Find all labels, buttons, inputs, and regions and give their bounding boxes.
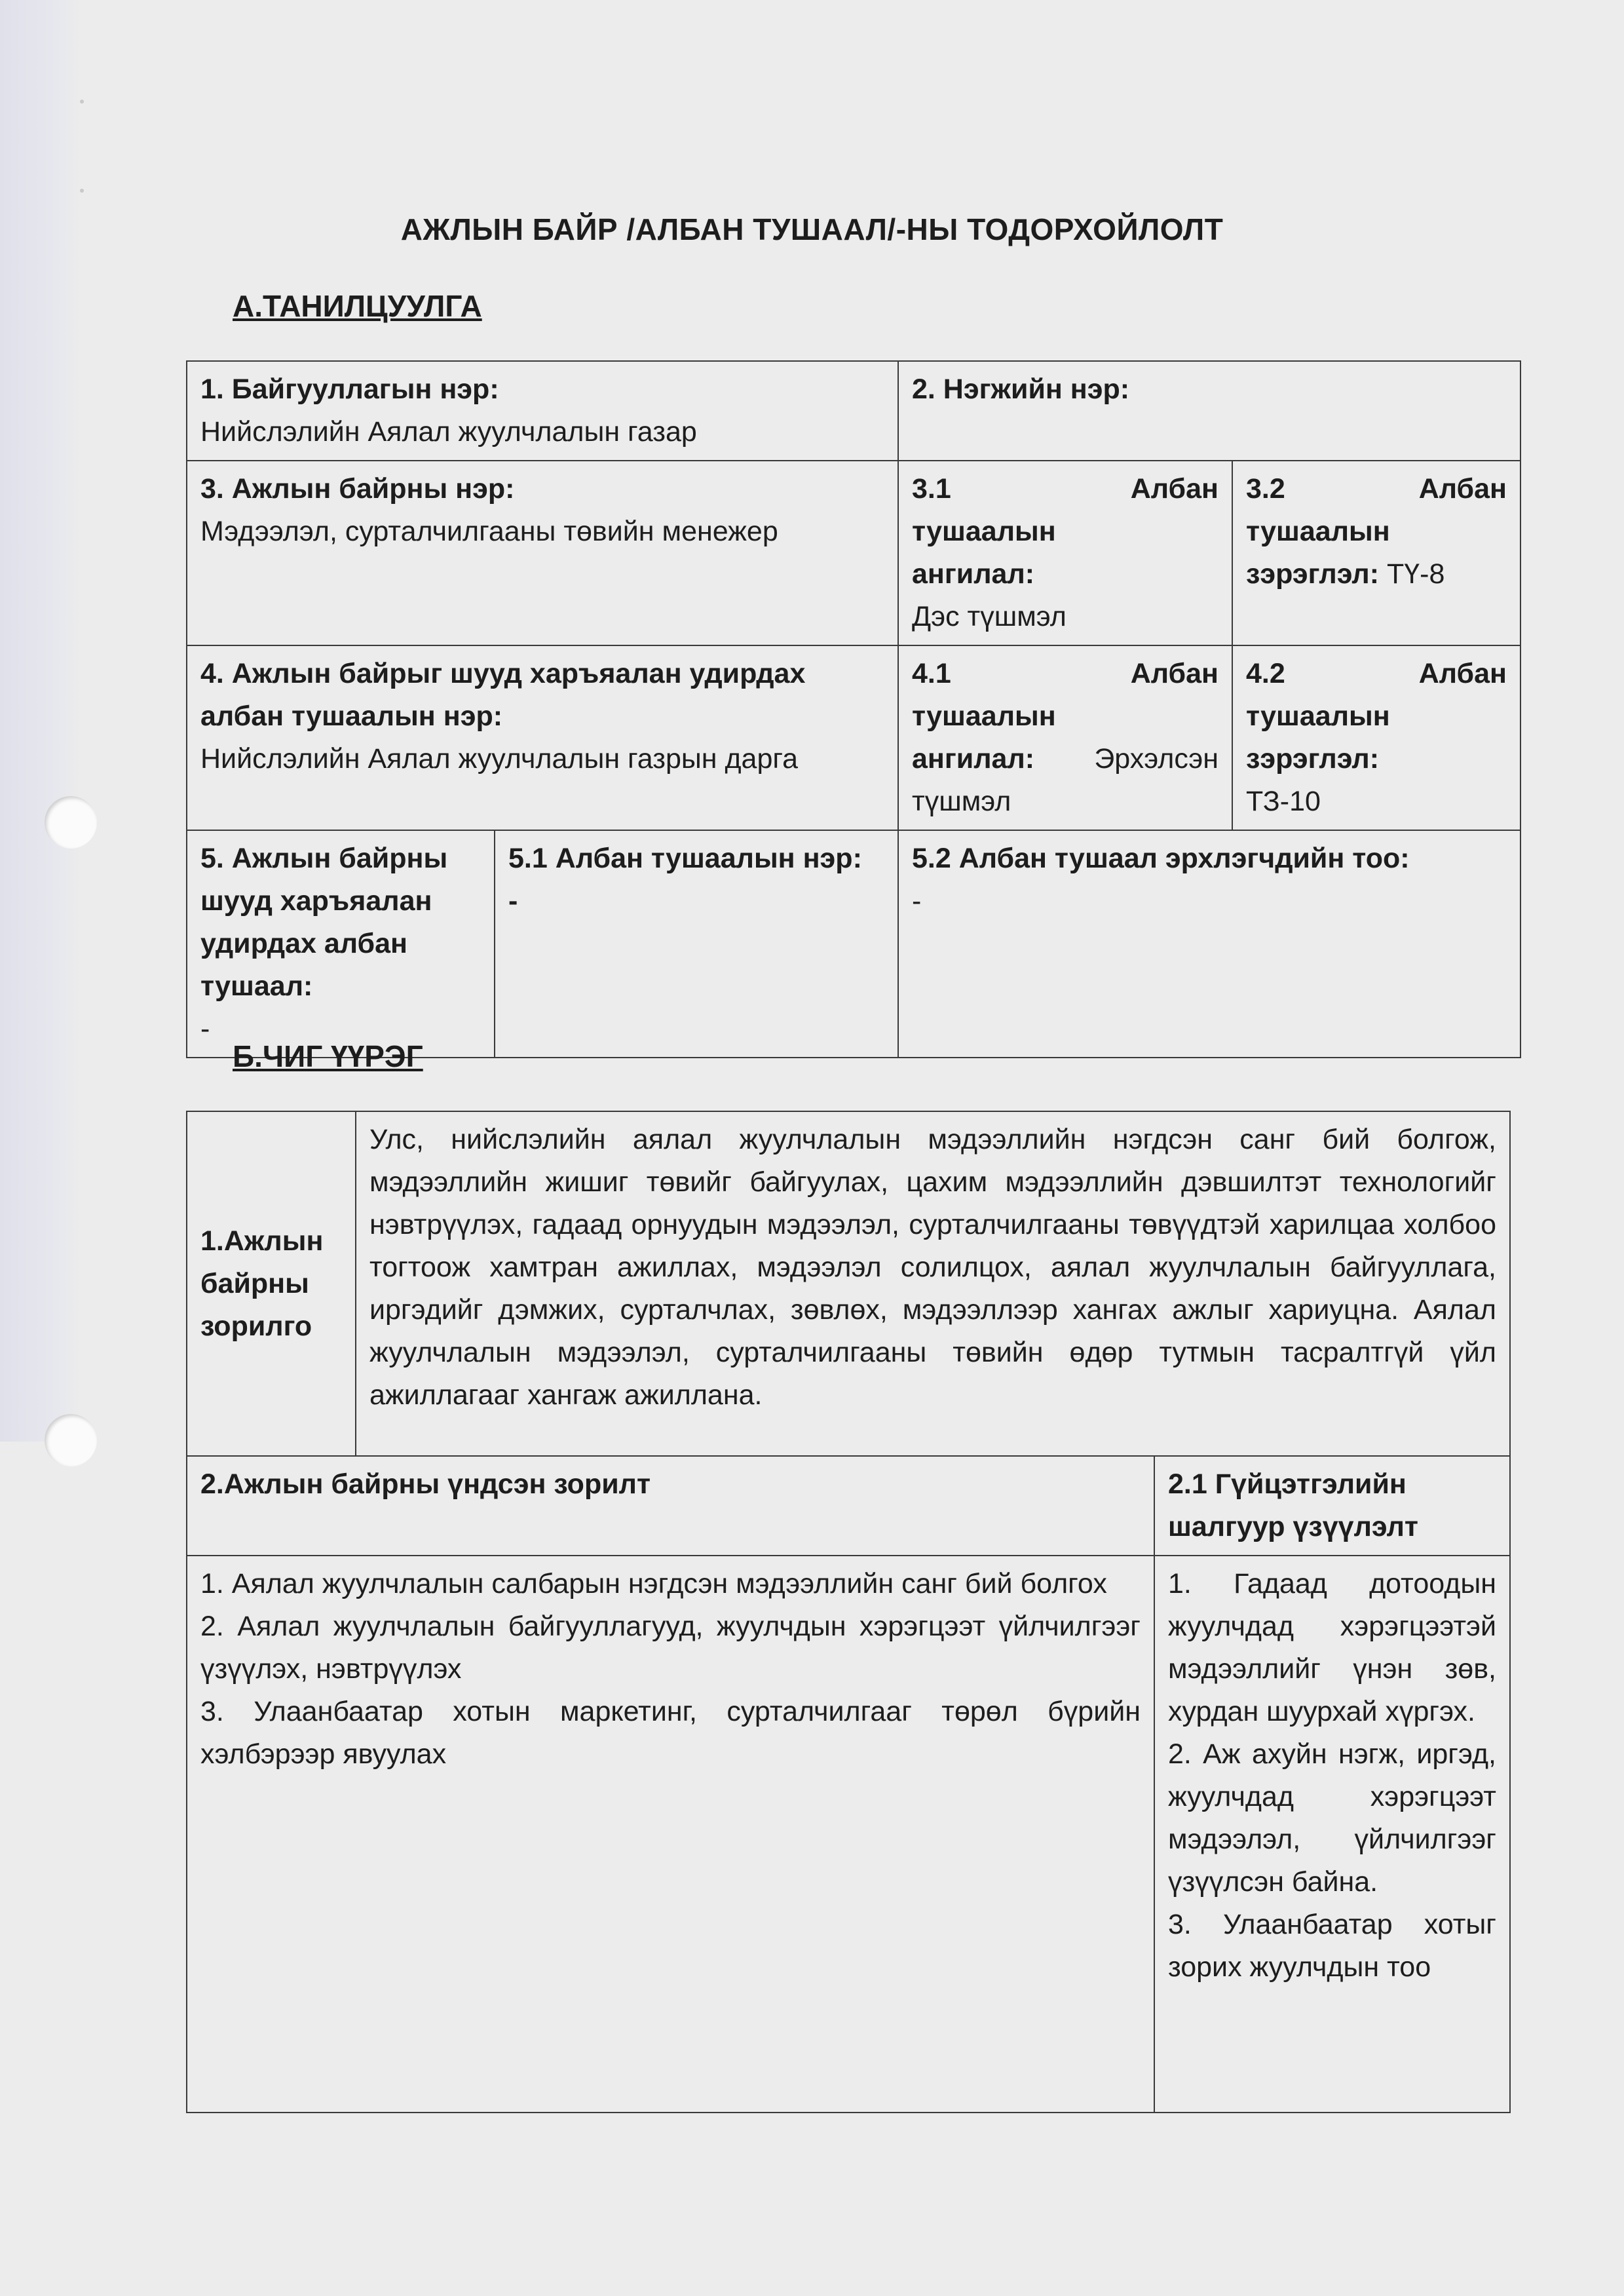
- goal-item: 3. Улаанбаатар хотын маркетинг, сурталчилгааг төрөл бүрийн хэлбэрээр явуулах: [200, 1696, 1141, 1770]
- category-4-1-value: Эрхэлсэн: [1094, 743, 1218, 775]
- category-3-1-value: Дэс түшмэл: [912, 601, 1067, 632]
- rank-3-2-label-line: [1246, 558, 1445, 590]
- count-5-2-label: 5.2 Албан тушаал эрхлэгчдийн тоо:: [912, 843, 1410, 874]
- rank-3-2-label: 3.2 Албан: [1246, 473, 1507, 505]
- unit-name-label: 2. Нэгжийн нэр:: [912, 373, 1130, 405]
- purpose-text: Улс, нийслэлийн аялал жуулчлалын мэдээллийн нэгдсэн санг бий болгож, мэдээллийн жишиг төвийг байгуулах, цахим мэдээллийн дэвшилтэт технологийг нэвтрүүлэх, гадаад орнуудын мэдээлэл, сурталчилгааны төвүүдтэй харилцаа холбоо тогтоож хамтран ажиллах, мэдээлэл солилцох, аялал жуулчлалын байгууллага, иргэдийг дэмжих, сурталчлах, зөвлөх, мэдээллээр хангах ажлыг хариуцна. Аялал жуулчлалын мэдээлэл, сурталчилгааны төвийн өдөр тутмын тасралтгүй үйл ажиллагааг хангаж ажиллана.: [369, 1124, 1496, 1411]
- rank-4-2-label: тушаалын: [1246, 700, 1390, 732]
- section-a-heading: А.ТАНИЛЦУУЛГА: [233, 289, 482, 323]
- category-4-1-label: ангилал:: [912, 743, 1035, 775]
- rank-4-2-cell: [1232, 645, 1520, 830]
- rank-4-2-label: 4.2 Албан: [1246, 658, 1507, 689]
- purpose-label-cell: [187, 1111, 356, 1456]
- rank-4-2-value: ТЗ-10: [1246, 786, 1321, 817]
- job-name-label: 3. Ажлын байрны нэр:: [200, 473, 515, 505]
- document-title: АЖЛЫН БАЙР /АЛБАН ТУШААЛ/-НЫ ТОДОРХОЙЛОЛТ: [400, 212, 1224, 246]
- punch-hole: [45, 1414, 97, 1466]
- category-3-1-label: 3.1 Албан: [912, 473, 1218, 505]
- category-4-1-label: тушаалын: [912, 700, 1056, 732]
- rank-3-2-label: зэрэглэл:: [1246, 558, 1380, 590]
- category-3-1-label: тушаалын: [912, 516, 1056, 547]
- count-5-2-value: -: [912, 885, 922, 917]
- criteria-label: 2.1 Гүйцэтгэлийн шалгуур үзүүлэлт: [1168, 1468, 1418, 1542]
- org-name-cell: [187, 361, 898, 461]
- section-b-heading: Б.ЧИГ ҮҮРЭГ: [233, 1039, 423, 1073]
- org-name-value: Нийслэлийн Аялал жуулчлалын газар: [200, 416, 697, 448]
- subordinate-label: 5. Ажлын байрны шууд харъяалан удирдах албан тушаал:: [200, 843, 448, 1002]
- rank-3-2-label: тушаалын: [1246, 516, 1390, 547]
- purpose-label: 1.Ажлын байрны зорилго: [200, 1225, 324, 1342]
- position-5-1-label: 5.1 Албан тушаалын нэр:: [508, 843, 862, 874]
- goal-item: 2. Аялал жуулчлалын байгууллагууд, жуулчдын хэрэгцээт үйлчилгээг үзүүлэх, нэвтрүүлэх: [200, 1611, 1141, 1685]
- criteria-item: 2. Аж ахуйн нэгж, иргэд, жуулчдад хэрэгцээт мэдээлэл, үйлчилгээг үзүүлсэн байна.: [1168, 1738, 1496, 1898]
- subordinate-cell: [187, 830, 495, 1058]
- org-name-label: 1. Байгууллагын нэр:: [200, 373, 499, 405]
- job-name-value: Мэдээлэл, сурталчилгааны төвийн менежер: [200, 516, 778, 547]
- introduction-table: [186, 360, 1521, 1058]
- unit-name-cell: [898, 361, 1520, 461]
- position-5-1-value: -: [508, 885, 518, 917]
- category-3-1-label: ангилал:: [912, 558, 1035, 590]
- rank-3-2-value: ТҮ-8: [1387, 558, 1445, 590]
- goals-table: [186, 1455, 1511, 2113]
- supervisor-label: 4. Ажлын байрыг шууд харъяалан удирдах албан тушаалын нэр:: [200, 658, 806, 732]
- main-goal-header: [187, 1456, 1154, 1556]
- criteria-header: [1154, 1456, 1510, 1556]
- staple-mark: [80, 100, 84, 104]
- goals-cell: [187, 1556, 1154, 2113]
- supervisor-value: Нийслэлийн Аялал жуулчлалын газрын дарга: [200, 743, 799, 775]
- staple-mark: [80, 189, 84, 193]
- position-5-1-cell: [495, 830, 898, 1058]
- rank-4-2-label: зэрэглэл:: [1246, 743, 1380, 775]
- category-4-1-value: түшмэл: [912, 786, 1011, 817]
- category-4-1-label: 4.1 Албан: [912, 658, 1218, 689]
- criteria-item: 3. Улаанбаатар хотыг зорих жуулчдын тоо: [1168, 1909, 1496, 1983]
- category-3-1-cell: [898, 461, 1232, 645]
- main-goal-label: 2.Ажлын байрны үндсэн зорилт: [200, 1468, 651, 1500]
- count-5-2-cell: [898, 830, 1520, 1058]
- purpose-text-cell: [356, 1111, 1510, 1456]
- category-4-1-cell: [898, 645, 1232, 830]
- subordinate-value: -: [200, 1013, 210, 1044]
- purpose-table: [186, 1111, 1511, 1457]
- criteria-cell: [1154, 1556, 1510, 2113]
- criteria-item: 1. Гадаад дотоодын жуулчдад хэрэгцээтэй мэдээллийг үнэн зөв, хурдан шуурхай хүргэх.: [1168, 1568, 1496, 1727]
- category-4-1-line: [912, 738, 1218, 780]
- punch-hole: [45, 796, 97, 849]
- rank-3-2-cell: [1232, 461, 1520, 645]
- goal-item: 1. Аялал жуулчлалын салбарын нэгдсэн мэдээллийн санг бий болгох: [200, 1568, 1107, 1599]
- supervisor-cell: [187, 645, 898, 830]
- job-name-cell: [187, 461, 898, 645]
